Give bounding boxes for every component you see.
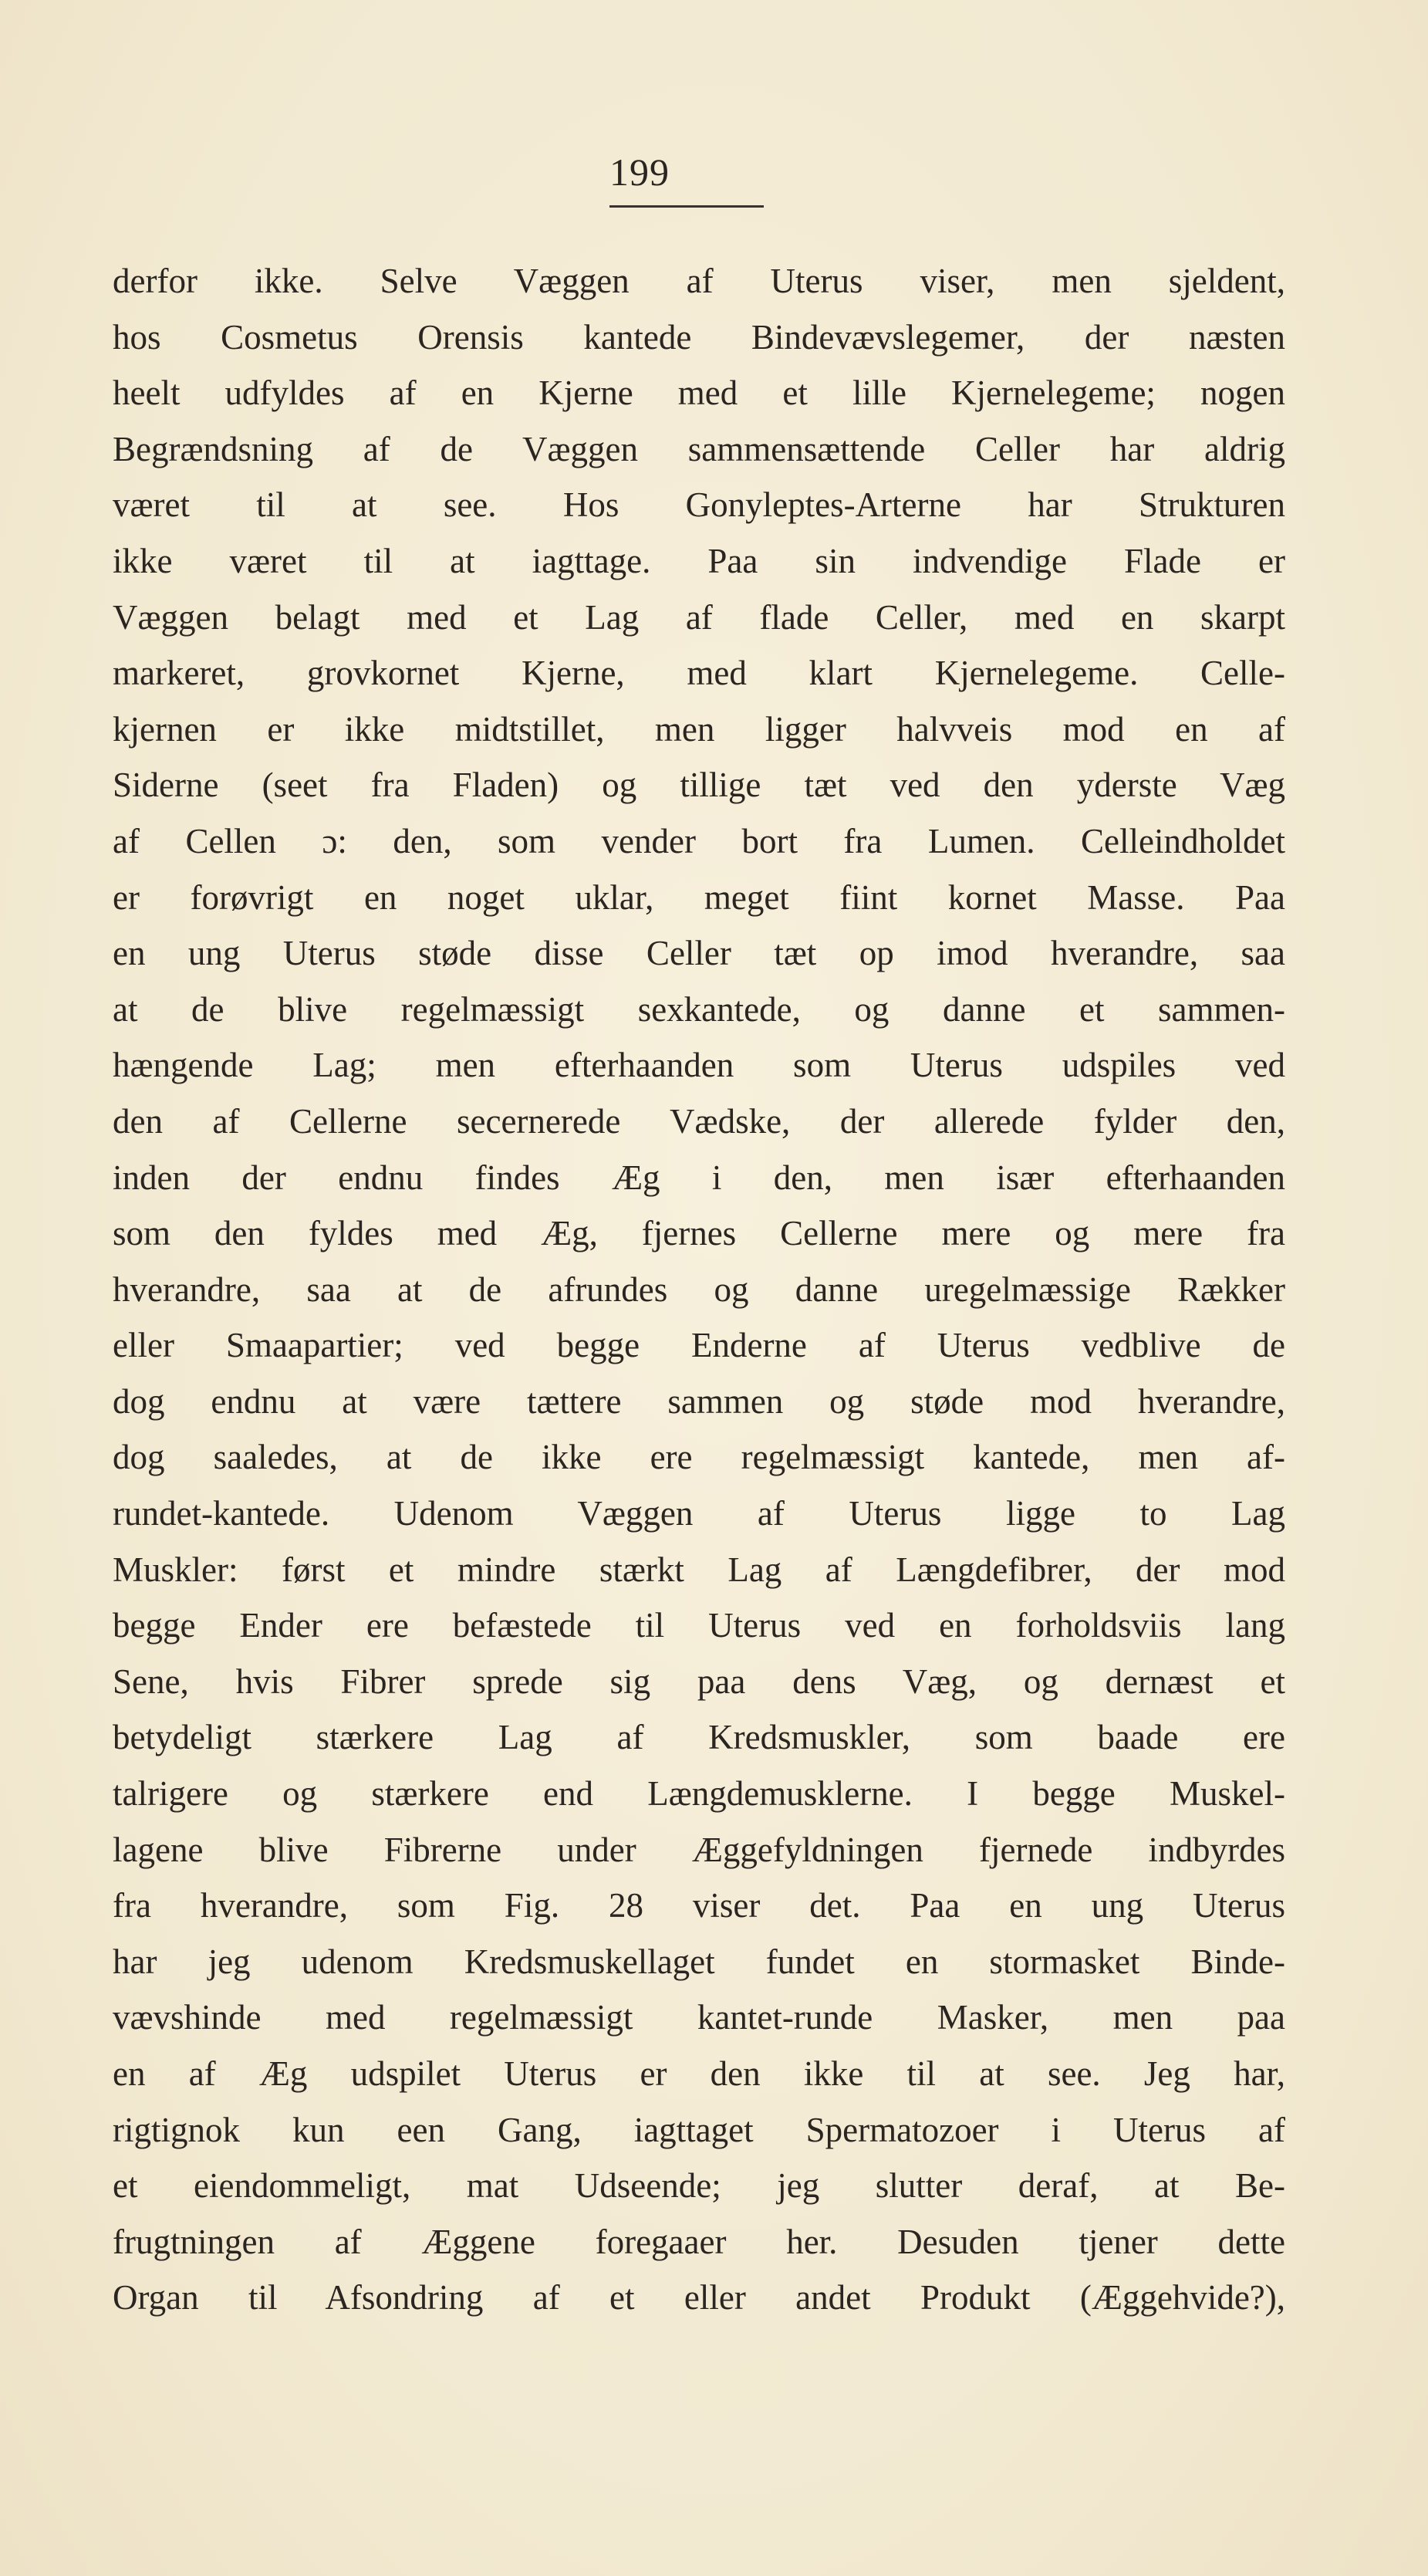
text-line: at de blive regelmæssigt sexkantede, og danne et sammen- <box>113 989 1285 1029</box>
text-line: hos Cosmetus Orensis kantede Bindevævslegemer, der næsten <box>113 317 1285 357</box>
text-line: fra hverandre, som Fig. 28 viser det. Paa en ung Uterus <box>113 1886 1285 1925</box>
text-line: Muskler: først et mindre stærkt Lag af Længdefibrer, der mod <box>113 1550 1285 1589</box>
text-line: frugtningen af Æggene foregaaer her. Desuden tjener dette <box>113 2222 1285 2261</box>
text-line: derfor ikke. Selve Væggen af Uterus viser, men sjeldent, <box>113 262 1285 300</box>
text-line: inden der endnu findes Æg i den, men især efterhaanden <box>113 1158 1285 1197</box>
text-line: Begrændsning af de Væggen sammensættende Celler har aldrig <box>113 429 1285 468</box>
text-line: dog saaledes, at de ikke ere regelmæssigt kantede, men af- <box>113 1438 1285 1477</box>
text-line: hængende Lag; men efterhaanden som Uterus udspiles ved <box>113 1046 1285 1085</box>
page-number: 199 <box>609 150 670 194</box>
text-line: som den fyldes med Æg, fjernes Cellerne mere og mere fra <box>113 1214 1285 1253</box>
text-line: rundet-kantede. Udenom Væggen af Uterus ligge to Lag <box>113 1494 1285 1533</box>
text-line: lagene blive Fibrerne under Æggefyldningen fjernede indbyrdes <box>113 1830 1285 1869</box>
text-line: talrigere og stærkere end Længdemusklerne. I begge Muskel- <box>113 1774 1285 1814</box>
text-line: hverandre, saa at de afrundes og danne uregelmæssige Rækker <box>113 1269 1285 1309</box>
text-line: er forøvrigt en noget uklar, meget fiint kornet Masse. Paa <box>113 877 1285 917</box>
text-line: dog endnu at være tættere sammen og støde mod hverandre, <box>113 1381 1285 1421</box>
text-line: Sene, hvis Fibrer sprede sig paa dens Væg, og dernæst et <box>113 1662 1285 1701</box>
text-line: af Cellen ɔ: den, som vender bort fra Lumen. Celleindholdet <box>113 821 1285 860</box>
text-line: heelt udfyldes af en Kjerne med et lille Kjernelegeme; nogen <box>113 374 1285 413</box>
text-line: markeret, grovkornet Kjerne, med klart Kjernelegeme. Celle- <box>113 654 1285 693</box>
text-line: Siderne (seet fra Fladen) og tillige tæt ved den yderste Væg <box>113 766 1285 805</box>
body-text <box>113 253 1285 2326</box>
text-line: rigtignok kun een Gang, iagttaget Spermatozoer i Uterus af <box>113 2110 1285 2149</box>
text-line: eller Smaapartier; ved begge Enderne af Uterus vedblive de <box>113 1326 1285 1365</box>
text-line: den af Cellerne secernerede Vædske, der allerede fylder den, <box>113 1101 1285 1141</box>
text-line: et eiendommeligt, mat Udseende; jeg slutter deraf, at Be- <box>113 2166 1285 2206</box>
text-line: en af Æg udspilet Uterus er den ikke til at see. Jeg har, <box>113 2054 1285 2093</box>
text-line: en ung Uterus støde disse Celler tæt op imod hverandre, saa <box>113 934 1285 973</box>
page-number-rule <box>609 205 764 208</box>
text-line: vævshinde med regelmæssigt kantet-runde Masker, men paa <box>113 1998 1285 2037</box>
text-line: kjernen er ikke midtstillet, men ligger halvveis mod en af <box>113 709 1285 749</box>
text-line: har jeg udenom Kredsmuskellaget fundet en stormasket Binde- <box>113 1942 1285 1981</box>
text-line: Væggen belagt med et Lag af flade Celler, med en skarpt <box>113 597 1285 637</box>
text-line: været til at see. Hos Gonyleptes-Arterne har Strukturen <box>113 485 1285 525</box>
text-line: Organ til Afsondring af et eller andet Produkt (Æggehvide?), <box>113 2278 1285 2317</box>
text-line: ikke været til at iagttage. Paa sin indvendige Flade er <box>113 541 1285 580</box>
text-line: betydeligt stærkere Lag af Kredsmuskler, som baade ere <box>113 1718 1285 1757</box>
text-line: begge Ender ere befæstede til Uterus ved en forholdsviis lang <box>113 1606 1285 1645</box>
